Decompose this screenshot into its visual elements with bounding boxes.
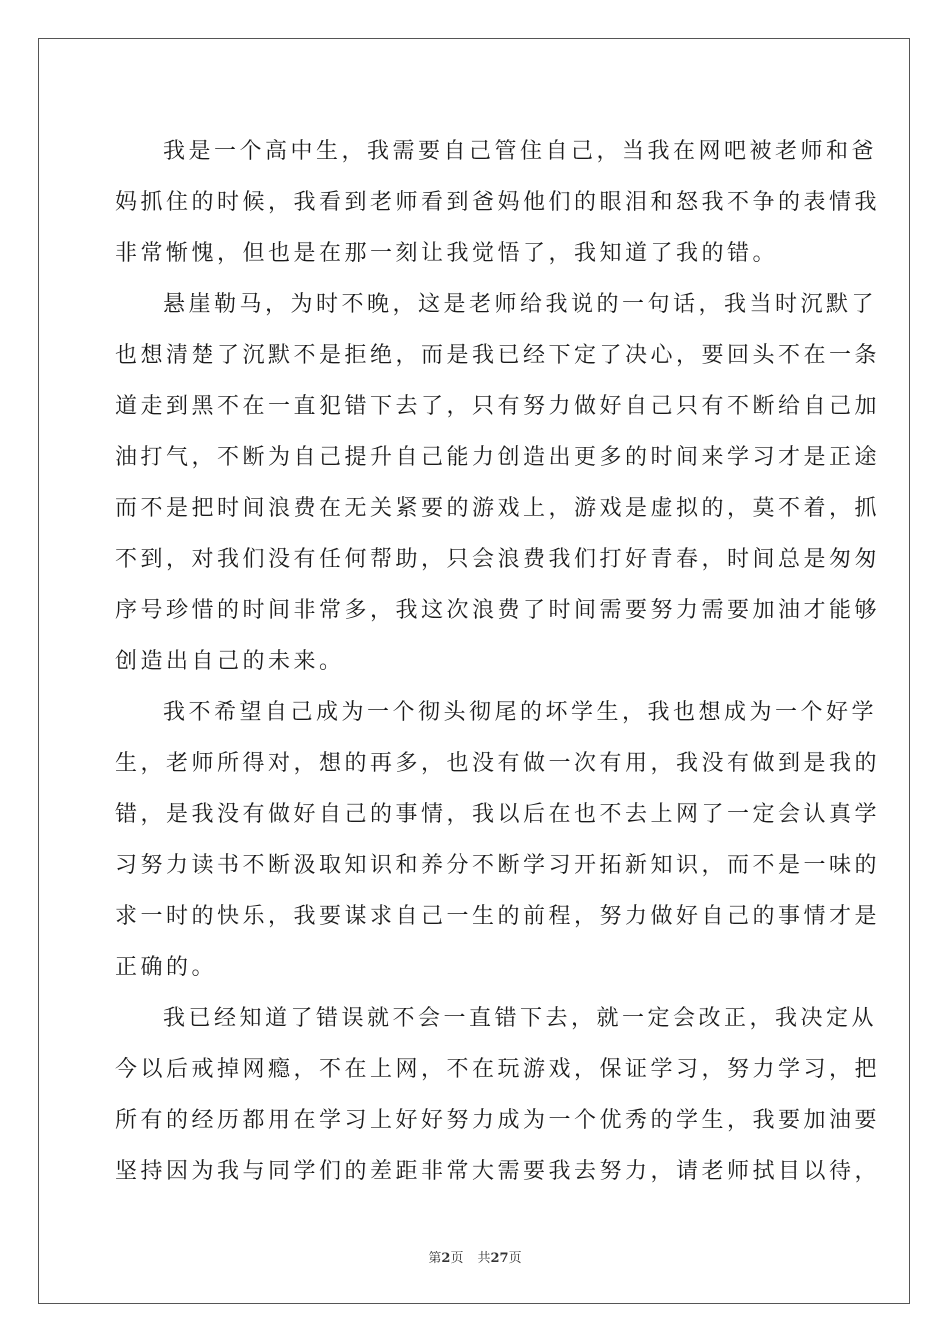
total-prefix: 共 (477, 1251, 491, 1266)
paragraph-2-line-8: 创造出自己的未来。 (115, 649, 345, 674)
paragraph-1-line-2: 妈抓住的时候，我看到老师看到爸妈他们的眼泪和怒我不争的表情我 (115, 190, 881, 215)
paragraph-3-line-2: 生，老师所得对，想的再多，也没有做一次有用，我没有做到是我的 (115, 751, 881, 776)
page-number: 2 (441, 1251, 451, 1266)
page-prefix: 第 (428, 1251, 442, 1266)
paragraph-2-line-5: 而不是把时间浪费在无关紧要的游戏上，游戏是虚拟的，莫不着，抓 (115, 496, 881, 521)
paragraph-2-line-1: 悬崖勒马，为时不晚，这是老师给我说的一句话，我当时沉默了 (163, 292, 878, 317)
paragraph-3-line-4: 习努力读书不断汲取知识和养分不断学习开拓新知识，而不是一味的 (115, 853, 881, 878)
paragraph-2-line-6: 不到，对我们没有任何帮助，只会浪费我们打好青春，时间总是匆匆 (115, 547, 881, 572)
total-pages: 27 (490, 1251, 509, 1266)
paragraph-2-line-7: 序号珍惜的时间非常多，我这次浪费了时间需要努力需要加油才能够 (115, 598, 881, 623)
paragraph-2-line-4: 油打气，不断为自己提升自己能力创造出更多的时间来学习才是正途 (115, 445, 881, 470)
paragraph-1-line-3: 非常惭愧，但也是在那一刻让我觉悟了，我知道了我的错。 (115, 241, 779, 266)
paragraph-4-line-1: 我已经知道了错误就不会一直错下去，就一定会改正，我决定从 (163, 1006, 878, 1031)
paragraph-4-line-3: 所有的经历都用在学习上好好努力成为一个优秀的学生，我要加油要 (115, 1108, 881, 1133)
paragraph-3-line-5: 求一时的快乐，我要谋求自己一生的前程，努力做好自己的事情才是 (115, 904, 881, 929)
paragraph-3-line-3: 错，是我没有做好自己的事情，我以后在也不去上网了一定会认真学 (115, 802, 881, 827)
paragraph-2-line-2: 也想清楚了沉默不是拒绝，而是我已经下定了决心，要回头不在一条 (115, 343, 881, 368)
paragraph-3-line-6: 正确的。 (115, 955, 218, 980)
page-suffix: 页 (450, 1251, 464, 1266)
paragraph-2-line-3: 道走到黑不在一直犯错下去了，只有努力做好自己只有不断给自己加 (115, 394, 881, 419)
total-suffix: 页 (508, 1251, 522, 1266)
paragraph-1-line-1: 我是一个高中生，我需要自己管住自己，当我在网吧被老师和爸 (163, 139, 878, 164)
document-body (115, 126, 881, 1197)
paragraph-4-line-2: 今以后戒掉网瘾，不在上网，不在玩游戏，保证学习，努力学习，把 (115, 1057, 881, 1082)
page-footer (0, 1247, 950, 1266)
paragraph-3-line-1: 我不希望自己成为一个彻头彻尾的坏学生，我也想成为一个好学 (163, 700, 878, 725)
paragraph-4-line-4: 坚持因为我与同学们的差距非常大需要我去努力，请老师拭目以待， (115, 1159, 881, 1184)
